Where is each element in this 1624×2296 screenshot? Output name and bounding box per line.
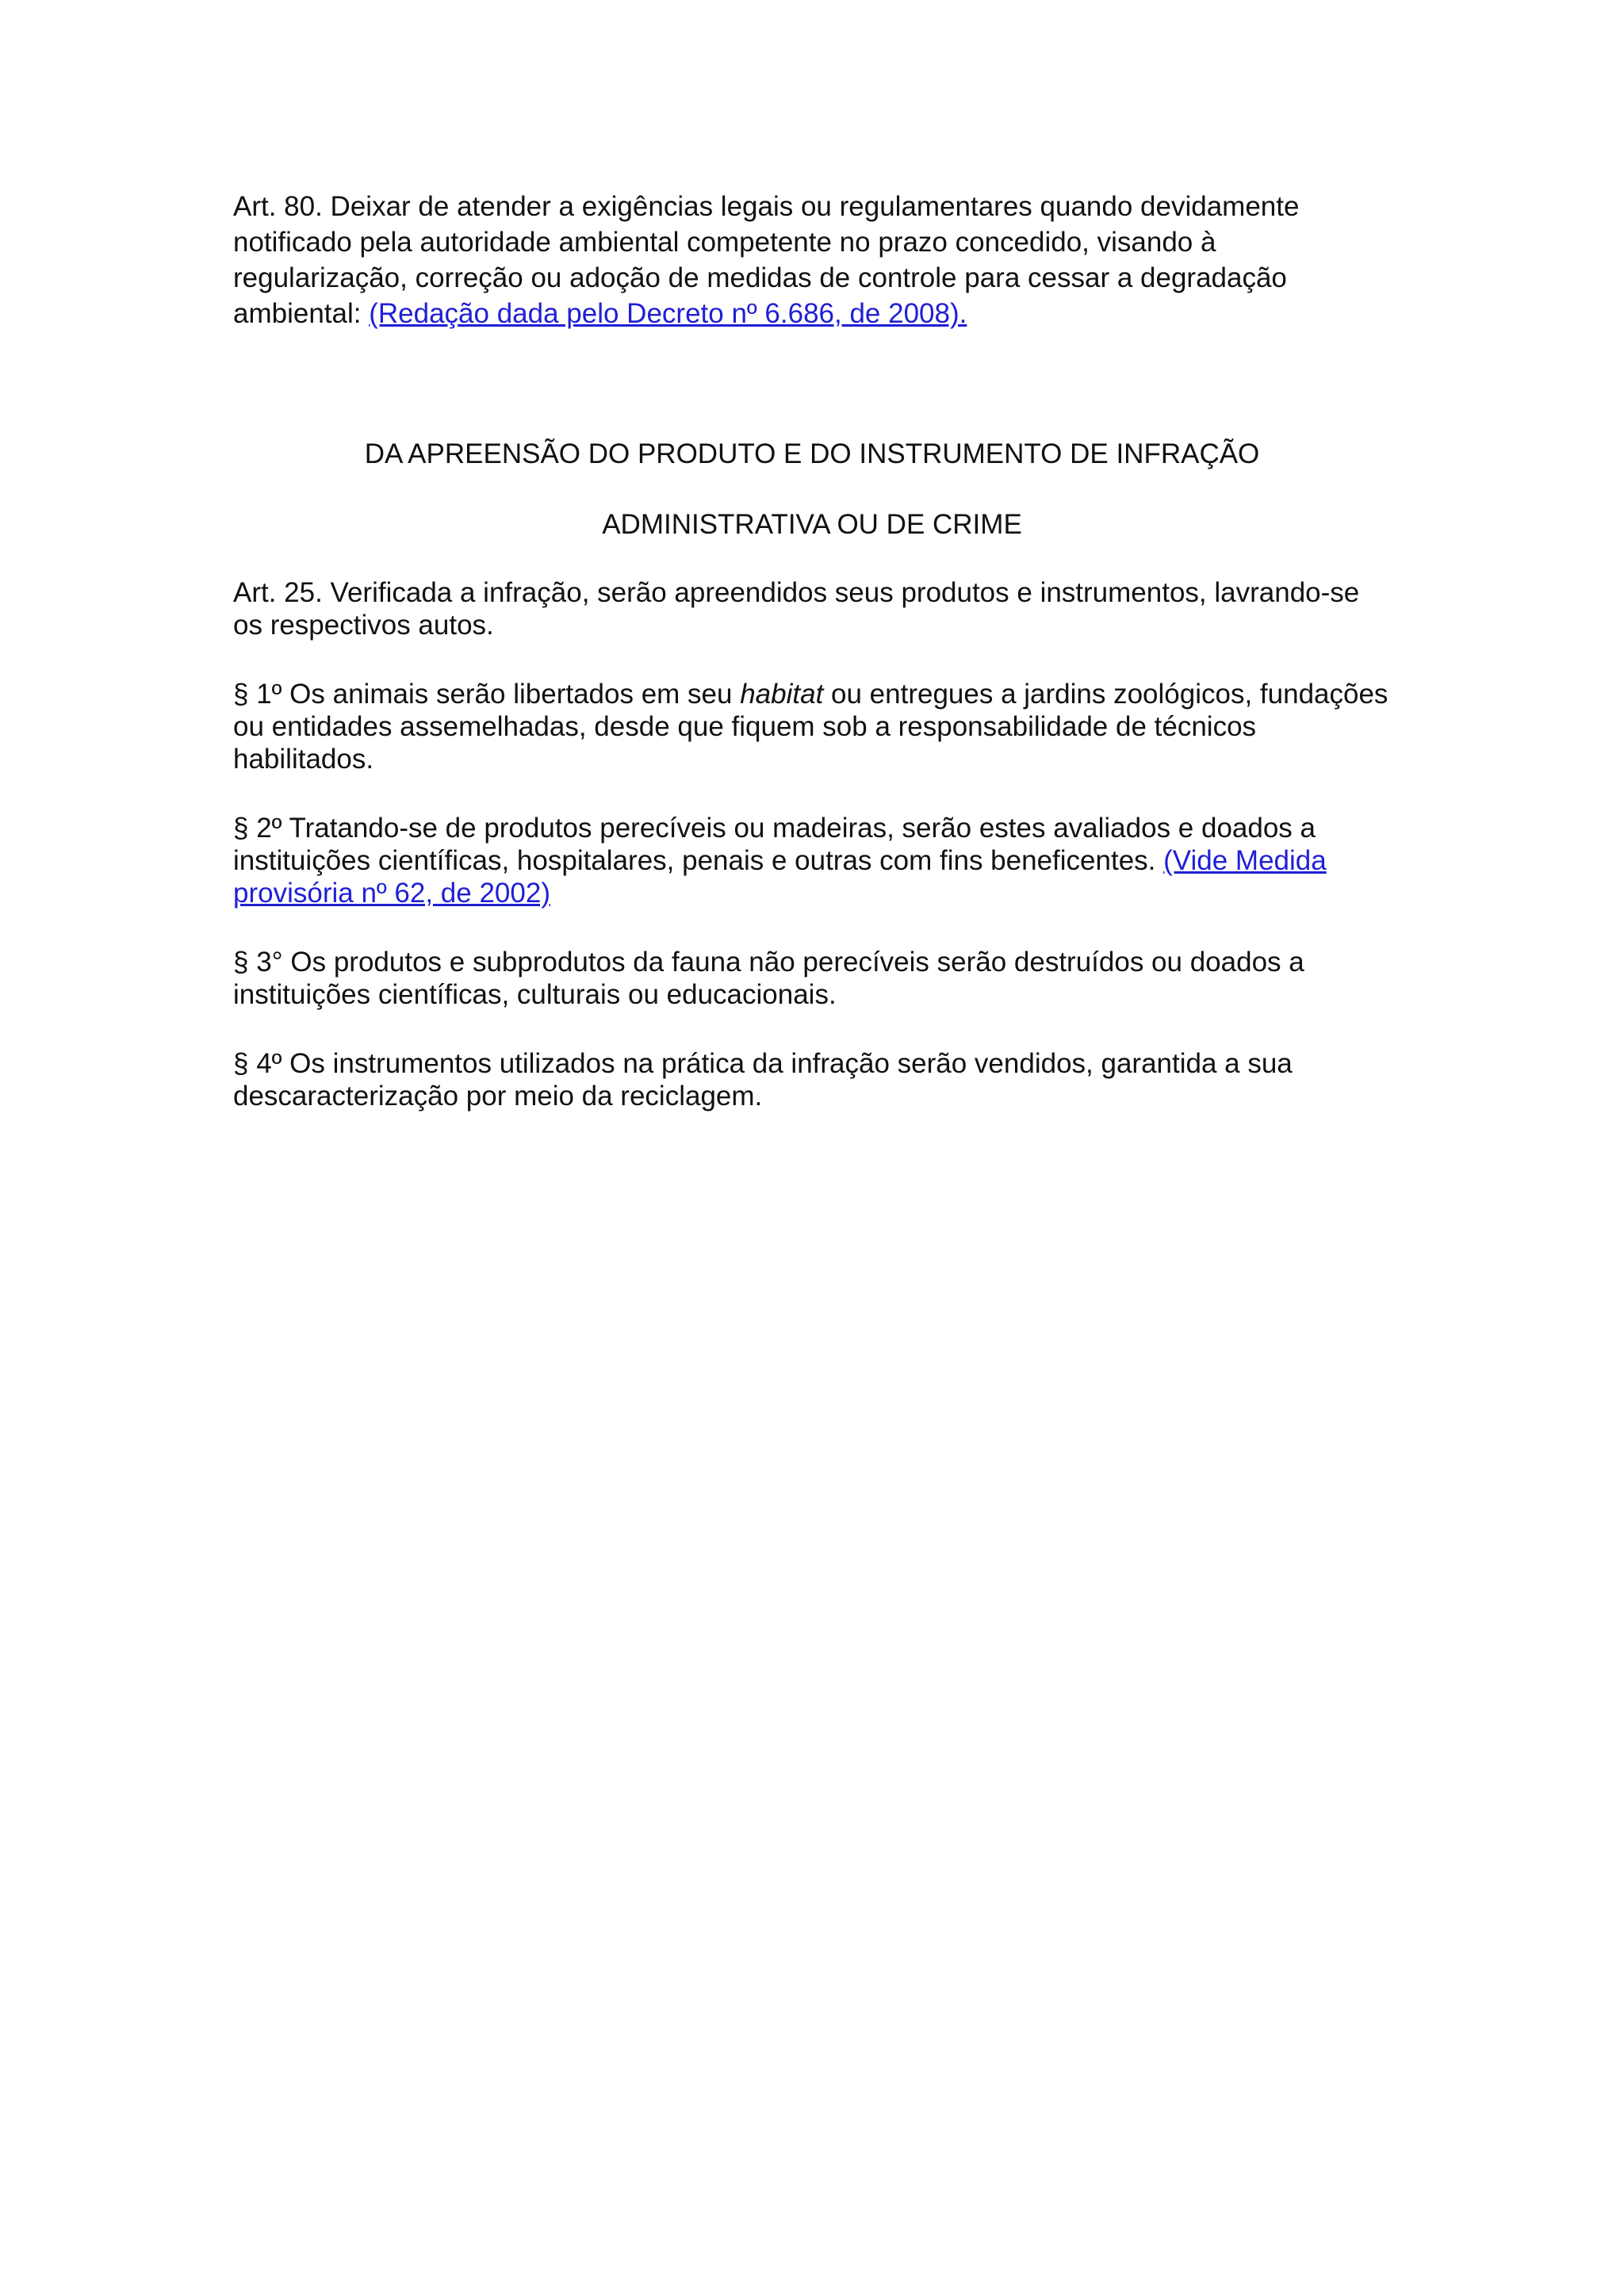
article-80-text: Art. 80. Deixar de atender a exigências legais ou regulamentares quando devidamente notificado pela autoridade ambiental competente no prazo concedido, visando à regularização, correção ou adoção de medidas de controle para cessar a degradação ambiental: [233,191,1300,329]
paragraph-3: § 3° Os produtos e subprodutos da fauna não perecíveis serão destruídos ou doados a instituições científicas, culturais ou educacionais. [233,947,1304,1010]
paragraph-1 [233,678,1391,775]
decree-6686-link[interactable]: (Redação dada pelo Decreto nº 6.686, de 2008). [369,298,967,329]
paragraph-1-italic: habitat [740,679,824,710]
document-body [233,189,1391,1112]
paragraph-2 [233,812,1391,909]
provisional-measure-62-link[interactable]: (Vide Medida provisória nº 62, de 2002) [233,845,1327,909]
paragraph-1-before: § 1º Os animais serão libertados em seu [233,679,741,710]
paragraph-4: § 4º Os instrumentos utilizados na prática da infração serão vendidos, garantida a sua descaracterização por meio da reciclagem. [233,1048,1293,1112]
section-heading-line-2: ADMINISTRATIVA OU DE CRIME [602,509,1022,540]
paragraph-1-after: ou entregues a jardins zoológicos, fundações ou entidades assemelhadas, desde que fiquem sob a responsabilidade de técnicos habilitados. [233,679,1388,775]
article-80 [233,189,1391,331]
paragraph-2-text: § 2º Tratando-se de produtos perecíveis ou madeiras, serão estes avaliados e doados a instituições científicas, hospitalares, penais e outras com fins beneficentes. [233,813,1316,876]
section-heading-line-1: DA APREENSÃO DO PRODUTO E DO INSTRUMENTO DE INFRAÇÃO [364,438,1260,469]
article-25: Art. 25. Verificada a infração, serão apreendidos seus produtos e instrumentos, lavrando-se os respectivos autos. [233,577,1360,641]
